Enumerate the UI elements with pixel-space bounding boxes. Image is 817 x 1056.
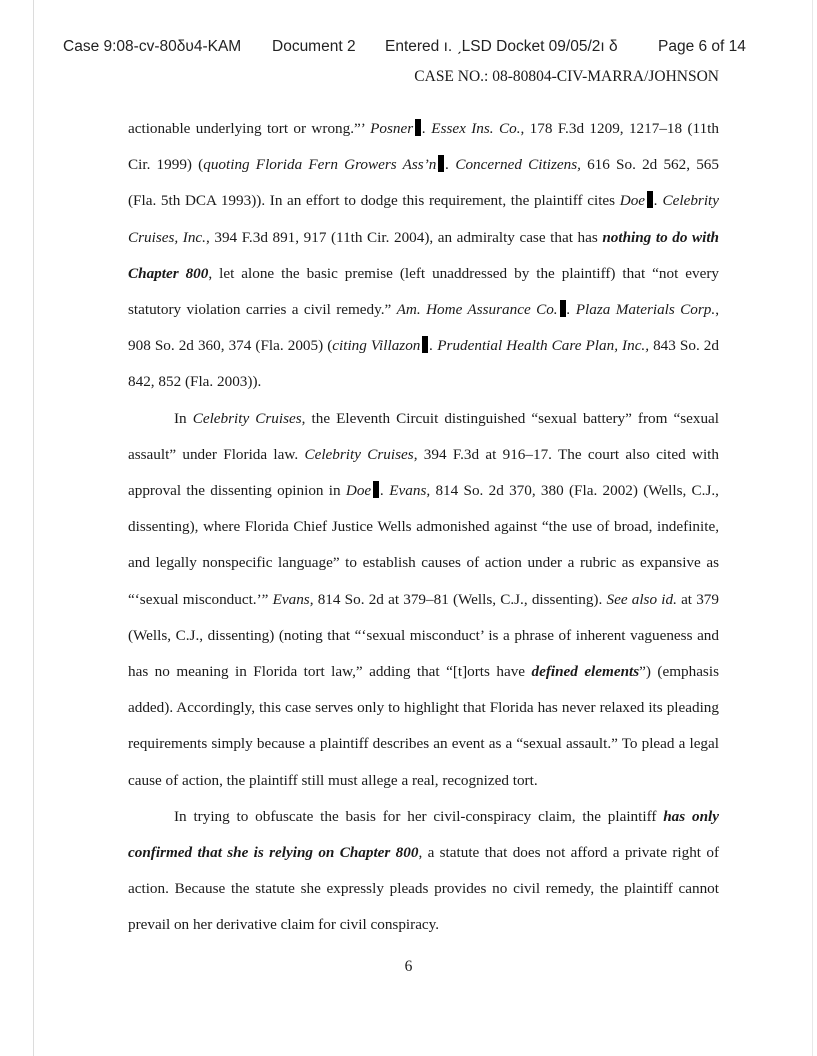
text-run: In <box>174 409 193 427</box>
scan-margin-line <box>33 0 34 1056</box>
redaction-mark <box>373 481 379 498</box>
paragraph-2 <box>128 401 719 799</box>
document-body <box>128 111 719 944</box>
text-run: , 178 F.3d 1209, 1217–18 (11th Cir. 1999) ( <box>128 120 719 174</box>
text-run: . Evans, <box>380 482 431 500</box>
paragraph-1 <box>128 111 719 401</box>
text-run: . Essex Ins. Co. <box>422 120 521 137</box>
text-run: , the Eleventh Circuit distinguished “sexual battery” from “sexual assault” under Florida law. <box>128 409 719 463</box>
redaction-mark <box>438 155 444 172</box>
text-run: Doe <box>619 192 646 210</box>
text-run: Celebrity Cruises <box>304 445 414 463</box>
text-run: In trying to obfuscate the basis for her civil-conspiracy claim, the plaintiff <box>174 807 664 825</box>
text-run: See also id. <box>606 590 677 608</box>
text-run: has only confirmed that she is relying on Chapter 800 <box>128 807 719 862</box>
text-run: . Plaza Materials Corp. <box>566 301 716 319</box>
text-run: Am. Home Assurance Co. <box>396 301 558 319</box>
text-run: 814 So. 2d at 379–81 (Wells, C.J., dissenting). <box>313 590 607 608</box>
redaction-mark <box>647 191 653 208</box>
text-run: Celebrity Cruises <box>192 409 302 427</box>
text-run: . Prudential Health Care Plan, Inc., <box>429 337 650 355</box>
text-run: , a statute that does not afford a private right of action. Because the statute she expressly pleads provides no civil remedy, the plaintiff cannot prevail on her derivative claim for civil conspiracy. <box>128 844 719 934</box>
text-run: , 908 So. 2d 360, 374 (Fla. 2005) ( <box>128 301 719 355</box>
text-run: 814 So. 2d 370, 380 (Fla. 2002) (Wells, C.J., dissenting), where Florida Chief Justice Wells admonished against “the use of broad, indefinite, and legally nonspecific language” to establish causes of action under a rubric as expansive as “‘sexual misconduct.’” <box>128 482 719 608</box>
text-run: , 394 F.3d at 916–17. The court also cited with approval the dissenting opinion in <box>128 445 719 500</box>
text-run: . Concerned Citizens, <box>445 156 581 174</box>
text-run: defined elements <box>531 663 640 681</box>
text-run: at 379 (Wells, C.J., dissenting) (noting that “‘sexual misconduct’ is a phrase of inherent vagueness and has no meaning in Florida tort law,” adding that “[t]orts have <box>128 590 719 681</box>
redaction-mark <box>415 119 421 136</box>
entered-docket: Entered ı. ˏLSD Docket 09/05/2ı δ <box>385 38 618 55</box>
text-run: Posner <box>370 120 414 137</box>
text-run: Doe <box>345 482 372 500</box>
text-run: . Celebrity Cruises, Inc. <box>128 192 720 246</box>
text-run: quoting Florida Fern Growers Ass’n <box>203 156 437 174</box>
text-run: 843 So. 2d 842, 852 (Fla. 2003)). <box>128 337 719 391</box>
case-number-stamp: Case 9:08-cv-80δυ4-KAM <box>63 38 242 55</box>
redaction-mark <box>560 300 566 317</box>
document-number: Document 2 <box>272 38 356 55</box>
text-run: , let alone the basic premise (left unaddressed by the plaintiff) that “not every statutory violation carries a civil remedy.” <box>128 264 719 319</box>
page-number: 6 <box>404 958 413 975</box>
text-run: citing Villazon <box>332 337 421 355</box>
redaction-mark <box>422 336 428 353</box>
page-of: Page 6 of 14 <box>658 38 746 55</box>
text-run: 616 So. 2d 562, 565 (Fla. 5th DCA 1993)). In an effort to dodge this requirement, the plaintiff cites <box>128 156 719 210</box>
text-run: Evans, <box>272 590 314 608</box>
text-run: nothing to do with Chapter 800 <box>128 228 720 282</box>
text-run: , 394 F.3d 891, 917 (11th Cir. 2004), an admiralty case that has <box>205 228 603 246</box>
text-run: actionable underlying tort or wrong.”’ <box>128 120 371 137</box>
text-run: ”) (emphasis added). Accordingly, this case serves only to highlight that Florida has never relaxed its pleading requirements simply because a plaintiff describes an event as a “sexual assault.” To plead a legal cause of action, the plaintiff still must allege a real, recognized tort. <box>128 663 719 789</box>
case-number-header: CASE NO.: 08-80804-CIV-MARRA/JOHNSON <box>414 68 719 85</box>
scan-margin-line-right <box>812 0 813 1056</box>
paragraph-3 <box>128 799 719 944</box>
ecf-header-stamp <box>0 38 817 62</box>
